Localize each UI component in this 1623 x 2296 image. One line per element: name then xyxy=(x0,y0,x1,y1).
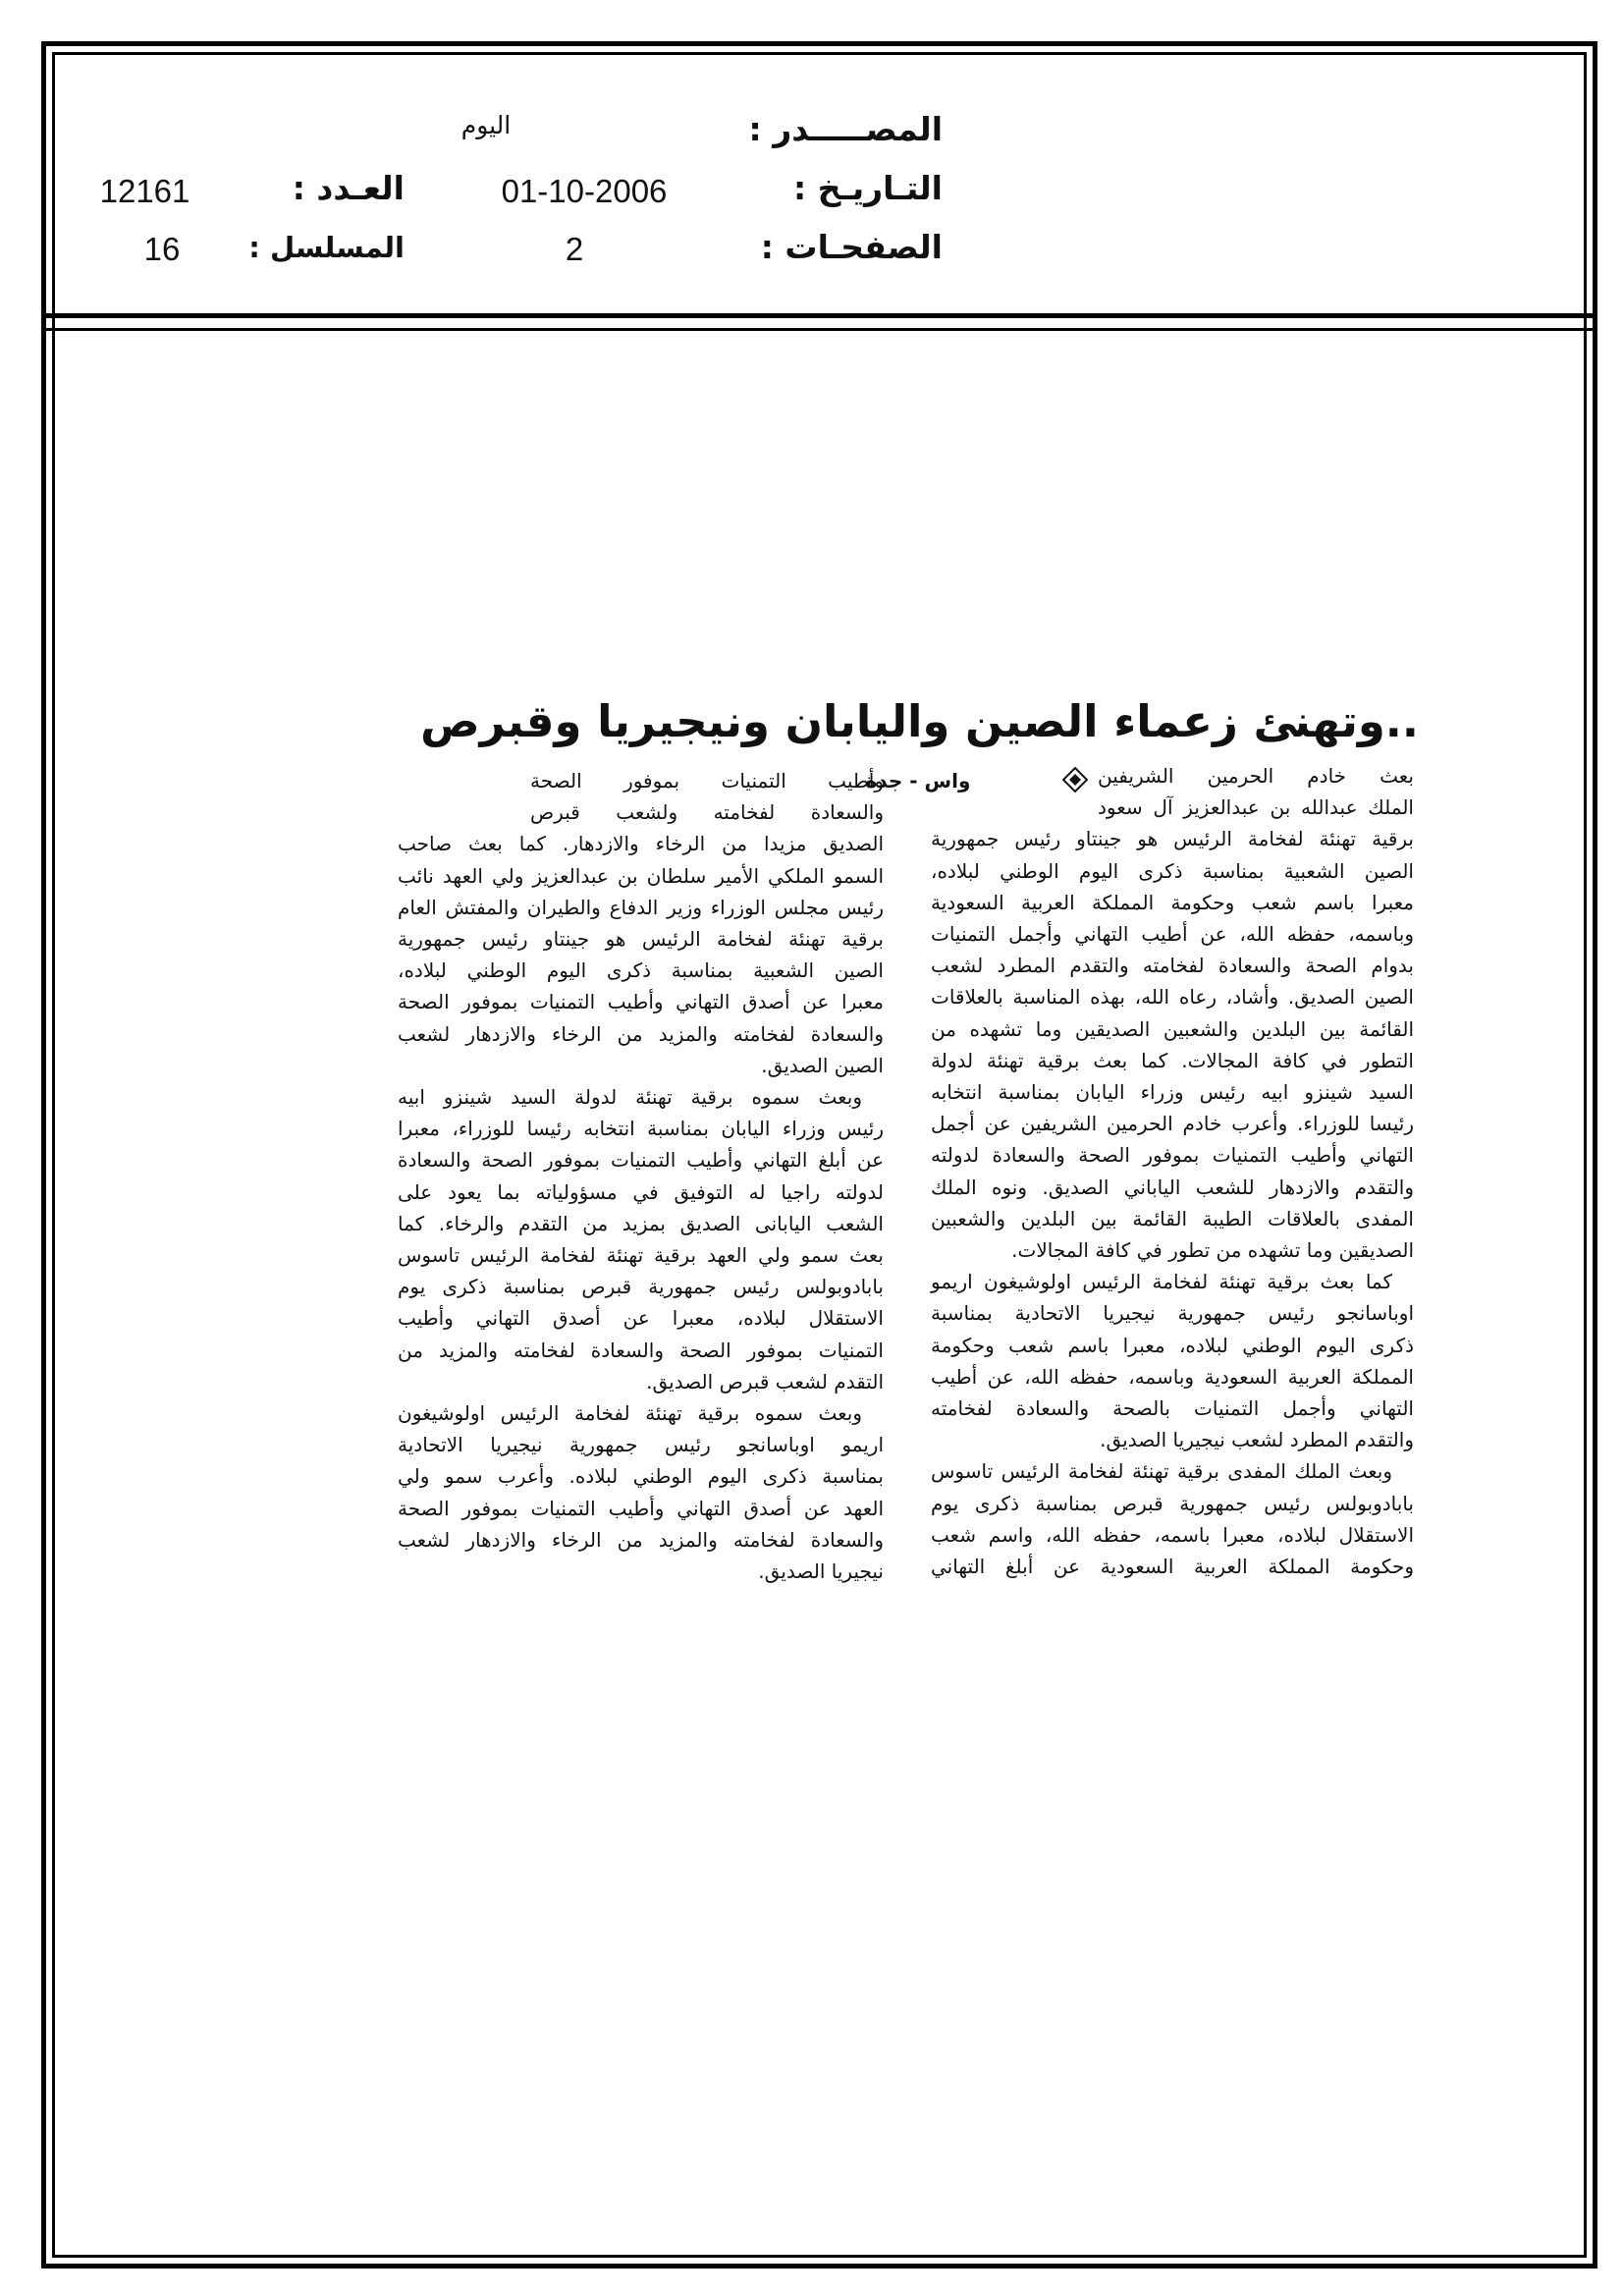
article-line: وباسمه، حفظه الله، عن أطيب التهاني وأجمل التمنيات xyxy=(931,922,1414,946)
article-line: والتقدم المطرد لشعب نيجيريا الصديق. xyxy=(1100,1428,1414,1452)
article-line: وبعث الملك المفدى برقية تهنئة لفخامة الرئيس تاسوس xyxy=(931,1459,1392,1484)
article-line: الصديقين وما تشهده من تطور في كافة المجالات. xyxy=(1011,1238,1414,1262)
article-line: الاستقلال لبلاده، معبرا باسمه، حفظه الله، واسم شعب xyxy=(931,1522,1414,1547)
article-line: الصين الشعبية بمناسبة ذكرى اليوم الوطني لبلاده، xyxy=(398,958,884,983)
article-line: برقية تهنئة لفخامة الرئيس هو جينتاو رئيس جمهورية xyxy=(398,927,884,951)
ornament-icon xyxy=(1062,767,1088,793)
article-line: برقية تهنئة لفخامة الرئيس هو جينتاو رئيس جمهورية xyxy=(931,827,1414,851)
article-line: الملك عبدالله بن عبدالعزيز آل سعود xyxy=(1098,795,1414,820)
article-line: بدوام الصحة والسعادة لفخامته والتقدم المطرد لشعب xyxy=(931,954,1414,978)
article-line: وحكومة المملكة العربية السعودية عن أبلغ التهاني xyxy=(931,1555,1414,1578)
article-line: رئيس وزراء اليابان بمناسبة انتخابه رئيسا للوزراء، معبرا xyxy=(398,1117,884,1141)
article-line: القائمة بين البلدين والشعبين الصديقين وما تشهده من xyxy=(931,1016,1414,1041)
article-line: المملكة العربية السعودية وباسمه، حفظه الله، عن أطيب xyxy=(931,1364,1414,1389)
article-dateline: واس - جدة xyxy=(865,769,971,793)
article-headline: ..وتهنئ زعماء الصين واليابان ونيجيريا وقبرص xyxy=(420,695,1419,747)
article-line: بمناسبة ذكرى اليوم الوطني لبلاده. وأعرب سمو ولي xyxy=(398,1464,884,1489)
article-line: رئيس مجلس الوزراء وزير الدفاع والطيران والمفتش العام xyxy=(398,895,884,919)
article-line: والتقدم والازدهار للشعب الياباني الصديق. ونوه الملك xyxy=(931,1175,1414,1199)
article-line: بابادوبولس رئيس جمهورية قبرص بمناسبة ذكرى يوم xyxy=(398,1275,884,1299)
article-line: التطور في كافة المجالات. كما بعث برقية تهنئة لدولة xyxy=(931,1048,1414,1072)
article-line: عن أبلغ التهاني وأطيب التمنيات بموفور الصحة والسعادة xyxy=(398,1148,884,1173)
article-line: التهاني وأجمل التمنيات بالصحة والسعادة لفخامته xyxy=(931,1396,1414,1420)
article-line: والسعادة لفخامته والمزيد من الرخاء والازدهار لشعب xyxy=(398,1021,884,1046)
article-line: السمو الملكي الأمير سلطان بن عبدالعزيز ولي العهد نائب xyxy=(398,863,884,888)
article-line: وبعث سموه برقية تهنئة لفخامة الرئيس اولوشيغون xyxy=(398,1401,862,1425)
pages-label: الصفحـات : xyxy=(760,228,943,266)
article-line: معبرا باسم شعب وحكومة المملكة العربية السعودية xyxy=(931,890,1414,914)
article-line: والسعادة لفخامته والمزيد من الرخاء والازدهار لشعب xyxy=(398,1527,884,1552)
serial-value: 16 xyxy=(143,231,181,267)
issue-value: 12161 xyxy=(99,173,190,209)
article-line: بعث سمو ولي العهد برقية تهنئة لفخامة الرئيس تاسوس xyxy=(398,1243,884,1267)
article-line: التمنيات بموفور الصحة والسعادة لفخامته والمزيد من xyxy=(398,1338,884,1362)
header-divider-secondary xyxy=(41,328,1597,331)
article-line: اوباسانجو رئيس جمهورية نيجيريا الاتحادية بمناسبة xyxy=(931,1301,1414,1326)
pages-value: 2 xyxy=(565,231,584,267)
article-line: التهاني وأطيب التمنيات بموفور الصحة والسعادة لدولته xyxy=(931,1143,1414,1168)
article-line: الصين الصديق. وأشاد، رعاه الله، بهذه المناسبة بالعلاقات xyxy=(931,985,1414,1010)
date-value: 01-10-2006 xyxy=(501,173,668,209)
article-line: ذكرى اليوم الوطني لبلاده، معبرا باسم شعب وحكومة xyxy=(931,1333,1414,1357)
article-line: الصين الشعبية بمناسبة ذكرى اليوم الوطني لبلاده، xyxy=(931,858,1414,883)
article-line: المفدى بالعلاقات الطيبة القائمة بين البلدين والشعبين xyxy=(931,1206,1414,1230)
article-line: والسعادة لفخامته ولشعب قبرص xyxy=(530,800,884,825)
article-line: الاستقلال لبلاده، معبرا عن أصدق التهاني وأطيب xyxy=(398,1306,884,1331)
source-label: المصـــــدر : xyxy=(748,110,943,148)
article-line: كما بعث برقية تهنئة لفخامة الرئيس اولوشيغون اريمو xyxy=(931,1270,1392,1294)
article-line: الصين الصديق. xyxy=(761,1053,884,1077)
article-line: الصديق مزيدا من الرخاء والازدهار. كما بعث صاحب xyxy=(398,832,884,856)
article-line: بابادوبولس رئيس جمهورية قبرص بمناسبة ذكرى يوم xyxy=(931,1491,1414,1515)
article-line: وأطيب التمنيات بموفور الصحة xyxy=(530,769,884,793)
article-line: الشعب اليابانى الصديق بمزيد من التقدم والرخاء. كما xyxy=(398,1211,884,1235)
article-line: لدولته راجيا له التوفيق في مسؤولياته بما يعود على xyxy=(398,1179,884,1204)
article-line: اريمو اوباسانجو رئيس جمهورية نيجيريا الاتحادية xyxy=(398,1433,884,1457)
article-line: رئيسا للوزراء. وأعرب خادم الحرمين الشريفين عن أجمل xyxy=(931,1112,1414,1136)
article-line: معبرا عن أصدق التهاني وأطيب التمنيات بموفور الصحة xyxy=(398,990,884,1014)
article-line: نيجيريا الصديق. xyxy=(758,1559,884,1583)
article-line: السيد شينزو ابيه رئيس وزراء اليابان بمناسبة انتخابه xyxy=(931,1080,1414,1104)
header-divider xyxy=(41,313,1597,318)
issue-label: العـدد : xyxy=(292,169,405,207)
serial-label: المسلسل : xyxy=(248,231,405,264)
article-line: وبعث سموه برقية تهنئة لدولة السيد شينزو ابيه xyxy=(398,1085,862,1109)
date-label: التـاريـخ : xyxy=(793,169,943,207)
article-line: بعث خادم الحرمين الشريفين xyxy=(1098,764,1414,788)
article-line: العهد عن أصدق التهاني وأطيب التمنيات بموفور الصحة xyxy=(398,1496,884,1520)
article-line: التقدم لشعب قبرص الصديق. xyxy=(646,1369,884,1394)
source-value: اليوم xyxy=(460,111,512,139)
